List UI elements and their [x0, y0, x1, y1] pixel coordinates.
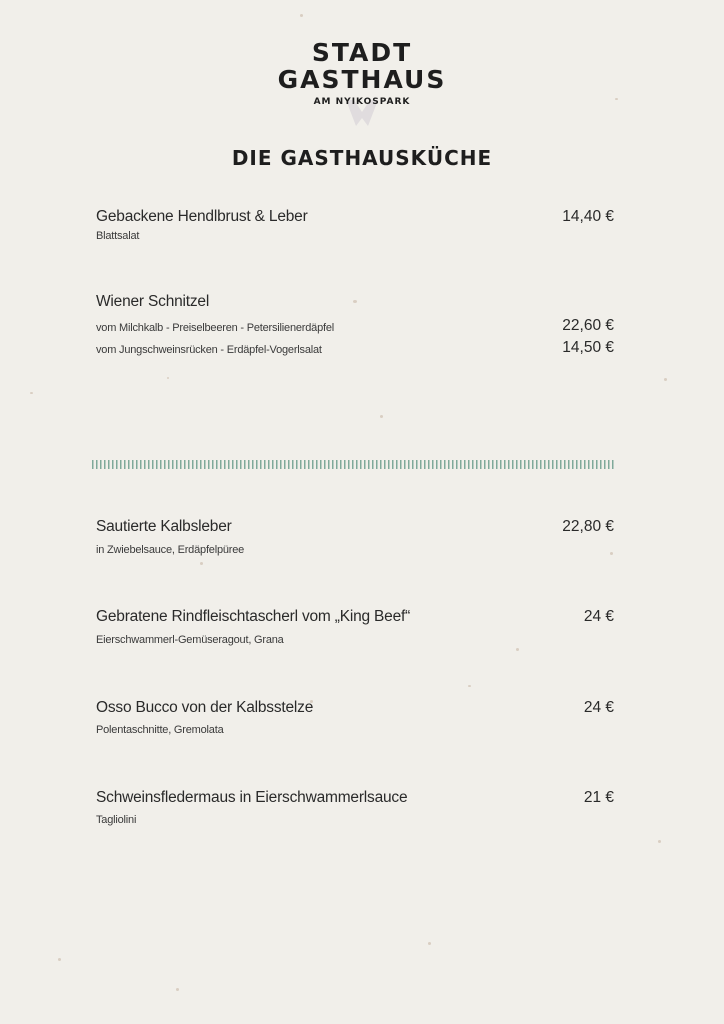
menu-item-header	[96, 208, 614, 230]
menu-item-price: 22,80 €	[562, 518, 614, 535]
menu-item-name: Osso Bucco von der Kalbsstelze	[96, 699, 314, 716]
menu-item-header	[96, 699, 614, 724]
menu-item	[96, 208, 614, 242]
menu-item-price: 24 €	[583, 699, 614, 716]
menu-item-header	[96, 608, 614, 634]
section-divider	[92, 460, 616, 469]
menu-item-description: Blattsalat	[96, 230, 140, 242]
menu-item-name: Gebackene Hendlbrust & Leber	[96, 208, 308, 225]
menu-item-variant	[96, 339, 614, 361]
paper-speck	[176, 988, 179, 991]
menu-item-header	[96, 293, 614, 317]
paper-speck	[167, 377, 169, 379]
menu-item-description: Eierschwammerl-Gemüseragout, Grana	[96, 634, 284, 646]
paper-speck	[58, 958, 61, 961]
menu-item-name: Wiener Schnitzel	[96, 293, 210, 310]
menu-item-header	[96, 518, 614, 544]
menu-item-price: 24 €	[583, 608, 614, 625]
paper-speck	[664, 378, 667, 381]
logo-line-gasthaus: GASTHAUS	[277, 65, 447, 94]
paper-speck	[468, 685, 471, 687]
menu-item-variant-price: 22,60 €	[562, 317, 614, 334]
menu-item-price: 21 €	[583, 789, 614, 806]
paper-speck	[200, 562, 203, 565]
logo-line-stadt: STADT	[311, 38, 413, 67]
section-title: DIE GASTHAUSKÜCHE	[231, 146, 493, 170]
paper-speck	[516, 648, 519, 651]
menu-item-price: 14,40 €	[562, 208, 614, 225]
menu-item	[96, 789, 614, 826]
menu-item-name: Schweinsfledermaus in Eierschwammerlsauce	[96, 789, 408, 806]
logo-line-am-nyikospark: AM NYIKOSPARK	[313, 97, 411, 107]
paper-speck	[428, 942, 431, 945]
menu-item-variant-price: 14,50 €	[562, 339, 614, 356]
menu-item	[96, 608, 614, 646]
menu-item-header	[96, 789, 614, 814]
menu-item-name: Sautierte Kalbsleber	[96, 518, 232, 535]
menu-item-name: Gebratene Rindfleischtascherl vom „King Beef“	[96, 608, 411, 625]
menu-item-description: in Zwiebelsauce, Erdäpfelpüree	[96, 544, 245, 556]
paper-speck	[30, 392, 33, 394]
paper-speck	[300, 14, 303, 17]
menu-item-description: Tagliolini	[96, 814, 137, 826]
menu-item	[96, 518, 614, 556]
paper-speck	[380, 415, 383, 418]
menu-item	[96, 293, 614, 361]
menu-item-description: Polentaschnitte, Gremolata	[96, 724, 224, 736]
menu-item-variant	[96, 317, 614, 339]
menu-item-variant-description: vom Milchkalb - Preiselbeeren - Petersilienerdäpfel	[96, 322, 335, 334]
paper-speck	[658, 840, 661, 843]
menu-item-variant-description: vom Jungschweinsrücken - Erdäpfel-Vogerlsalat	[96, 344, 322, 356]
menu-item	[96, 699, 614, 736]
